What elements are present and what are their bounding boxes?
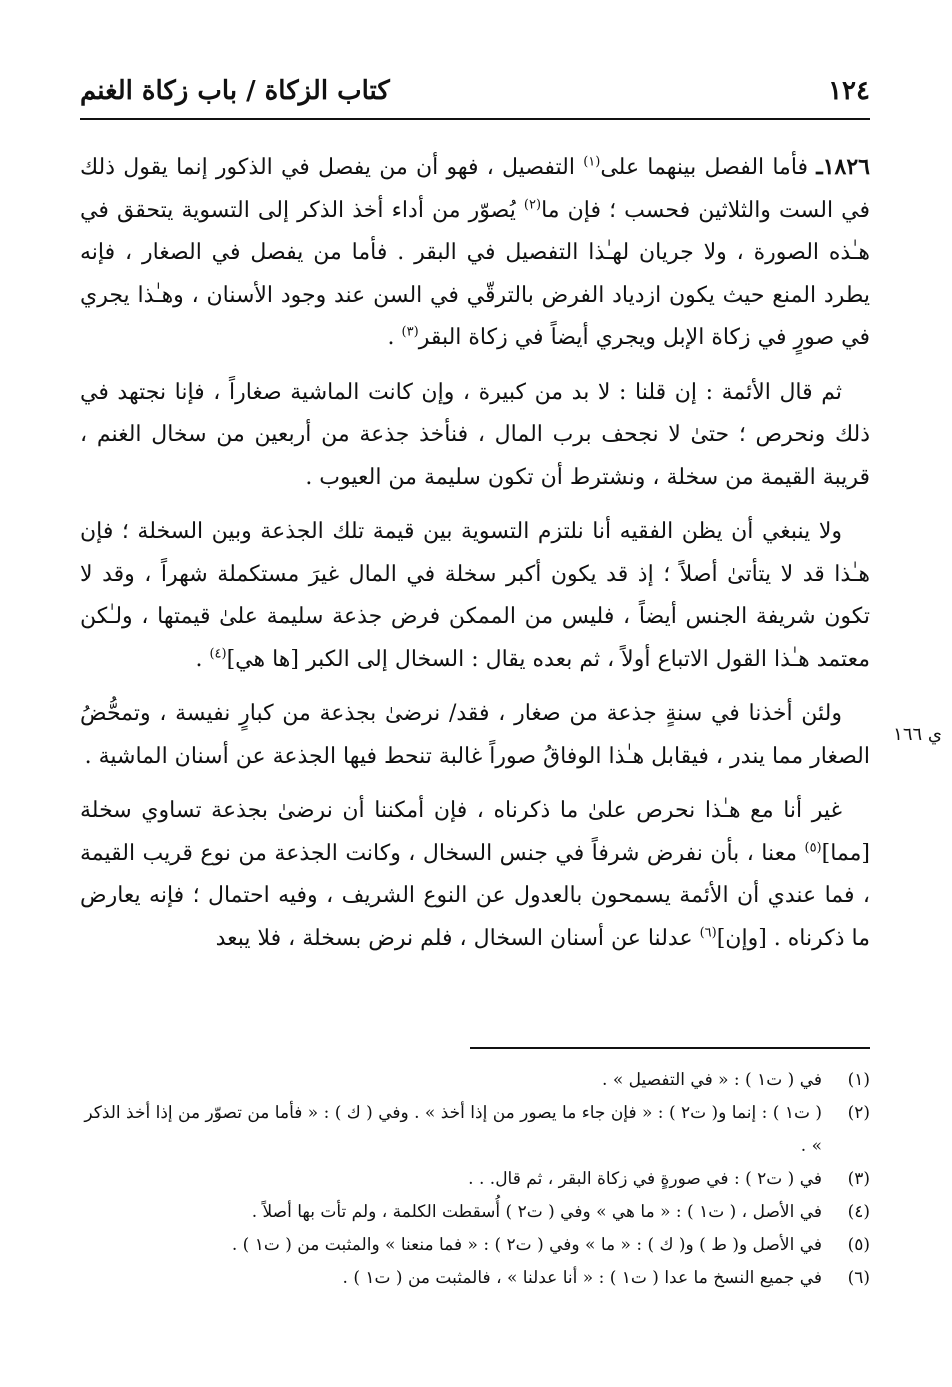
paragraph-text: عدلنا عن أسنان السخال ، فلم نرض بسخلة ، فلا يبعد [215, 925, 700, 951]
manuscript-margin-reference: ي ١٦٦ [893, 724, 942, 745]
footnote-ref-5: (٥) [804, 840, 822, 856]
footnote-ref-6: (٦) [699, 925, 717, 941]
paragraph-text: . [195, 646, 210, 672]
paragraph [80, 790, 870, 960]
paragraph-text: غير أنا مع هـٰذا نحرص علىٰ ما ذكرناه ، فإن أمكننا أن نرضىٰ بجذعة تساوي سخلة [مما] [80, 798, 870, 866]
paragraph-text: ولئن أخذنا في سنةٍ جذعة من صغار ، فقد/ نرضىٰ بجذعة من كبارٍ نفيسة ، وتمحُّضُ الصغار مما يندر ، فيقابل هـٰذا الوفاقُ صوراً غالبة تنحط فيها الجذعة عن أسنان الماشية . [80, 701, 870, 769]
footnote-text: في الأصل و( ط ) و( ك ) : « ما » وفي ( ت٢ ) : « فما منعنا » والمثبت من ( ت١ ) . [231, 1235, 822, 1255]
paragraph-text: ثم قال الأئمة : إن قلنا : لا بد من كبيرة ، وإن كانت الماشية صغاراً ، فإنا نجتهد في ذلك ونحرص ؛ حتىٰ لا نجحف برب المال ، فنأخذ جذعة من أربعين من سخال الغنم ، قريبة القيمة من سخلة ، ونشترط أن تكون سليمة من العيوب . [80, 379, 870, 490]
paragraph [80, 693, 870, 778]
paragraph-text: معنا ، بأن نفرض شرفاً في جنس السخال ، وكانت الجذعة من نوع قريب القيمة ، فما عندي أن الأئمة يسمحون بالعدول عن النوع الشريف ، وفيه احتمال ؛ فإنه يعارض ما ذكرناه . [وإن] [80, 840, 870, 951]
footnote [80, 1262, 870, 1295]
footnote-number: (٣) [847, 1169, 870, 1189]
paragraph-number: ١٨٢٦ـ [816, 154, 870, 180]
footnote-number: (١) [847, 1070, 870, 1090]
footnote-number: (٢) [847, 1103, 870, 1123]
footnote-text: في جميع النسخ ما عدا ( ت١ ) : « أنا عدلنا » ، فالمثبت من ( ت١ ) . [342, 1268, 822, 1288]
footnote [80, 1064, 870, 1097]
footnote [80, 1229, 870, 1262]
page-number: ١٢٤ [828, 76, 870, 106]
paragraph-text: . [387, 325, 402, 350]
footnote-text: في ( ت١ ) : « في التفصيل » . [602, 1070, 822, 1090]
footnote-number: (٦) [847, 1268, 870, 1288]
footnote-text: في ( ت٢ ) : في صورةٍ في زكاة البقر ، ثم قال. . . [468, 1169, 822, 1189]
footnotes [80, 1064, 870, 1295]
footnote-ref-4: (٤) [209, 646, 227, 662]
paragraph-1826 [80, 146, 870, 360]
paragraph-text: يُصوّر من أداء أخذ الذكر إلى التسوية يتحقق في هـٰذه الصورة ، ولا جريان لهـٰذا التفصيل في البقر . فأما من يفصل في الصغار ، فإنه يطرد المنع حيث يكون ازدياد الفرض بالترقّي في السن عند وجود الأسنان ، وهـٰذا يجري في صورٍ في زكاة الإبل ويجري أيضاً في زكاة البقر [80, 197, 870, 350]
paragraph-text: التفصيل ، فهو أن من يفصل في الذكور إنما يقول ذلك في الست والثلاثين فحسب ؛ فإن ما [80, 155, 870, 223]
main-text [80, 146, 870, 972]
footnote-ref-2: (٢) [523, 197, 542, 213]
running-title: كتاب الزكاة / باب زكاة الغنم [80, 76, 390, 106]
paragraph-text: فأما الفصل بينهما على [600, 155, 817, 180]
footnote-text: ( ت١ ) : إنما و( ت٢ ) : « فإن جاء ما يصور من إذا أخذ » . وفي ( ك ) : « فأما من تصوّر من إذا أخذ الذكر » . [84, 1103, 822, 1156]
paragraph-text: ولا ينبغي أن يظن الفقيه أنا نلتزم التسوية بين قيمة تلك الجذعة وبين السخلة ؛ فإن هـٰذا قد لا يتأتىٰ أصلاً ؛ إذ قد يكون أكبر سخلة في المال غيرَ مستكملة شهراً ، وقد لا تكون شريفة الجنس أيضاً ، فليس من الممكن فرض جذعة سليمة علىٰ قيمتها ، ولـٰكن معتمد هـٰذا القول الاتباع أولاً ، ثم بعده يقال : السخال إلى الكبر [ها هي] [80, 519, 870, 672]
paragraph [80, 511, 870, 681]
footnote [80, 1196, 870, 1229]
footnote-divider [470, 1047, 870, 1049]
footnote-ref-1: (١) [583, 154, 601, 170]
footnote-ref-3: (٣) [401, 324, 419, 340]
footnote-number: (٥) [847, 1235, 870, 1255]
footnote [80, 1163, 870, 1196]
footnote-number: (٤) [847, 1202, 870, 1222]
footnote-text: في الأصل ، ( ت١ ) : « ما هي » وفي ( ت٢ ) أُسقطت الكلمة ، ولم تأت بها أصلاً . [251, 1202, 822, 1222]
page-header [80, 74, 870, 120]
paragraph [80, 372, 870, 500]
footnote [80, 1097, 870, 1163]
